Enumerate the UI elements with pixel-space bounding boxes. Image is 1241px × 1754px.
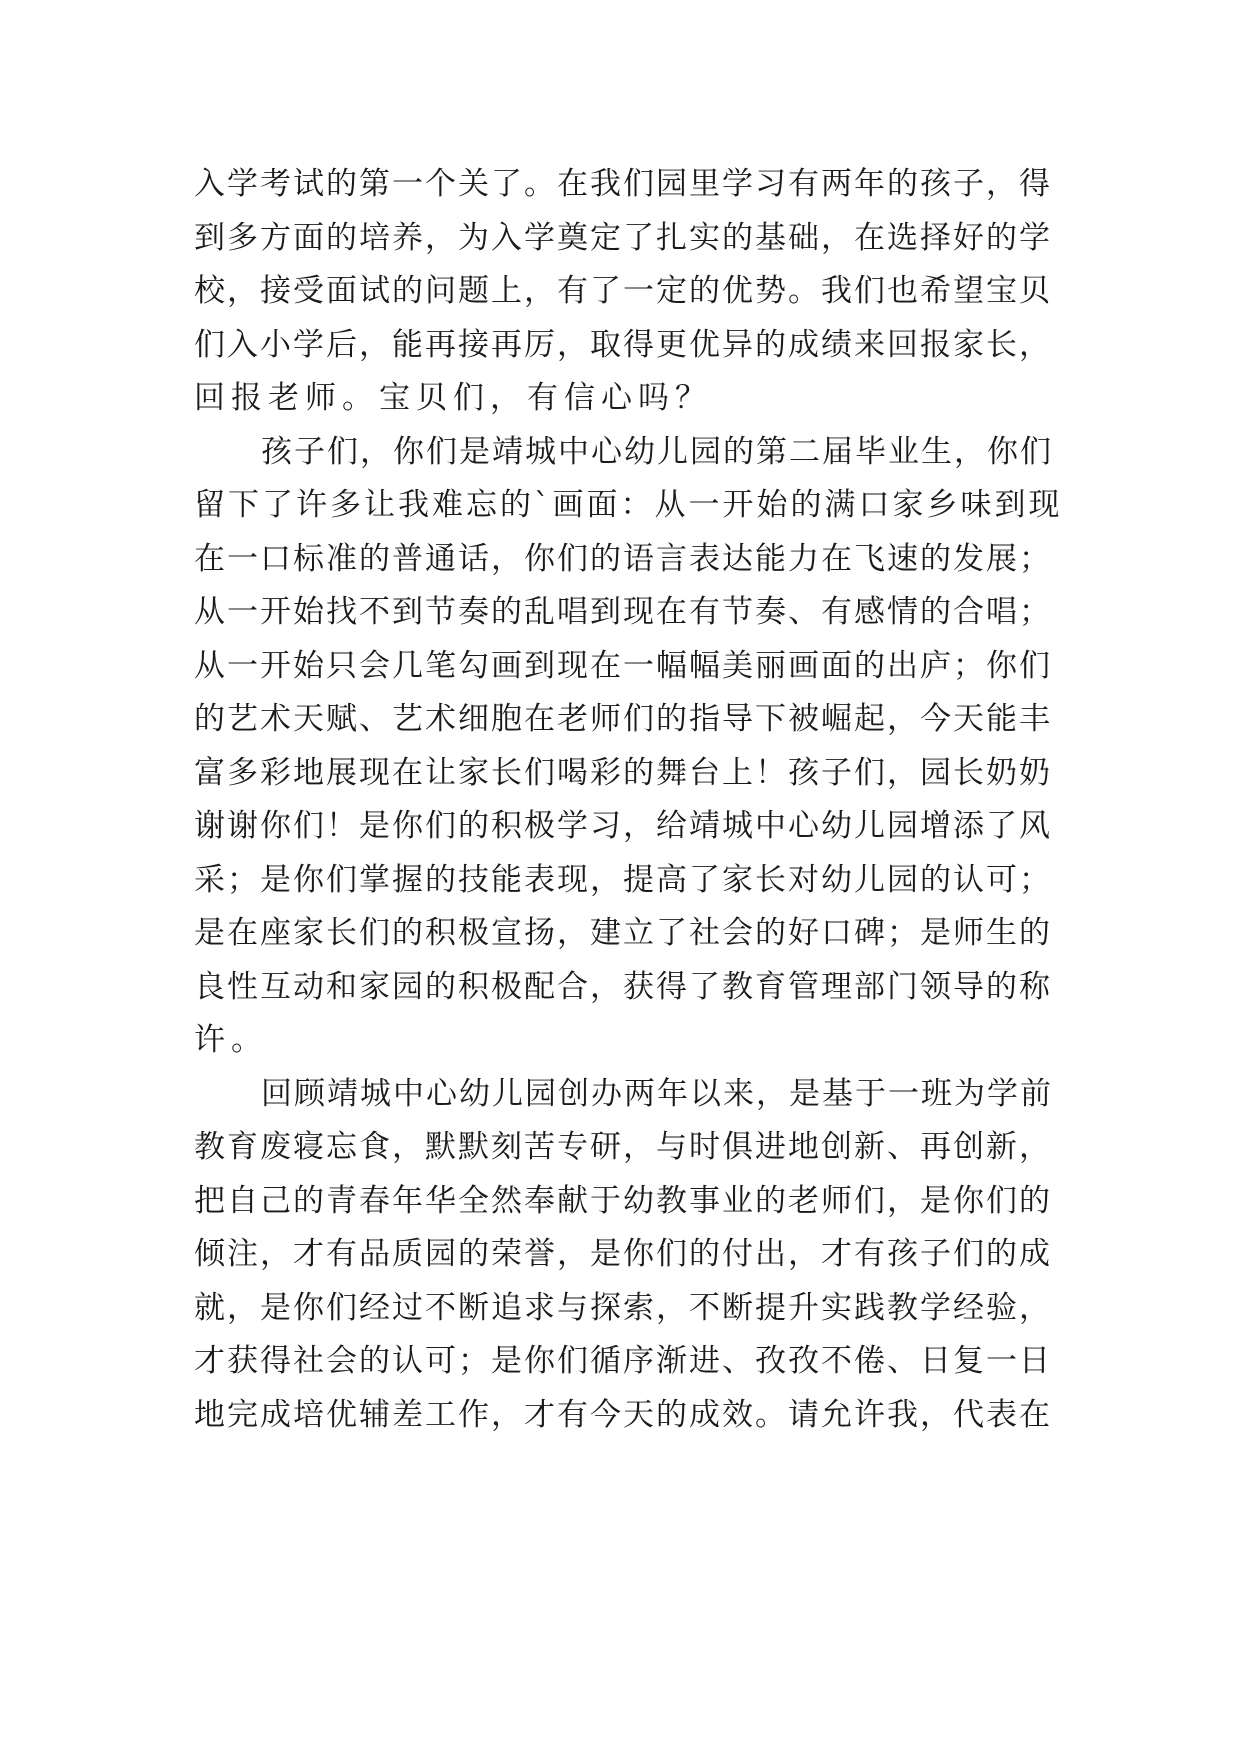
text-line: 孩子们，你们是靖城中心幼儿园的第二届毕业生，你们 [261,433,1053,470]
text-line: 把自己的青春年华全然奉献于幼教事业的老师们，是你们的 [194,1182,1052,1219]
text-line: 才获得社会的认可；是你们循序渐进、孜孜不倦、日复一日 [194,1343,1052,1379]
text-line: 留下了许多让我难忘的`画面：从一开始的满口家乡味到现 [194,487,1063,523]
text-line: 谢谢你们！是你们的积极学习，给靖城中心幼儿园增添了风 [194,808,1052,844]
text-line: 地完成培优辅差工作，才有今天的成效。请允许我，代表在 [194,1396,1052,1433]
text-line: 富多彩地展现在让家长们喝彩的舞台上！孩子们，园长奶奶 [194,754,1052,791]
text-line: 良性互动和家园的积极配合，获得了教育管理部门领导的称 [194,968,1052,1005]
text-line: 的艺术天赋、艺术细胞在老师们的指导下被崛起，今天能丰 [194,701,1052,737]
text-line: 校，接受面试的问题上，有了一定的优势。我们也希望宝贝 [194,273,1052,309]
text-line: 们入小学后，能再接再厉，取得更优异的成绩来回报家长， [194,326,1052,363]
text-line: 倾注，才有品质园的荣誉，是你们的付出，才有孩子们的成 [194,1236,1052,1272]
text-line: 入学考试的第一个关了。在我们园里学习有两年的孩子，得 [194,166,1052,202]
text-line: 许。 [194,1022,268,1058]
text-line: 从一开始找不到节奏的乱唱到现在有节奏、有感情的合唱； [194,594,1052,630]
paragraph [194,426,1064,1068]
text-line: 到多方面的培养，为入学奠定了扎实的基础，在选择好的学 [194,219,1052,256]
text-line: 采；是你们掌握的技能表现，提高了家长对幼儿园的认可； [194,861,1052,898]
paragraph [194,1068,1064,1443]
paragraph [194,158,1064,426]
text-line: 从一开始只会几笔勾画到现在一幅幅美丽画面的出庐；你们 [194,647,1052,684]
text-line: 在一口标准的普通话，你们的语言表达能力在飞速的发展； [194,540,1052,577]
body-text [194,158,1064,1442]
text-line: 回报老师。宝贝们，有信心吗？ [194,380,712,416]
text-line: 是在座家长们的积极宣扬，建立了社会的好口碑；是师生的 [194,915,1052,951]
text-line: 教育废寝忘食，默默刻苦专研，与时俱进地创新、再创新， [194,1129,1052,1165]
text-line: 就，是你们经过不断追求与探索，不断提升实践教学经验， [194,1289,1052,1326]
text-line: 回顾靖城中心幼儿园创办两年以来，是基于一班为学前 [261,1075,1053,1112]
